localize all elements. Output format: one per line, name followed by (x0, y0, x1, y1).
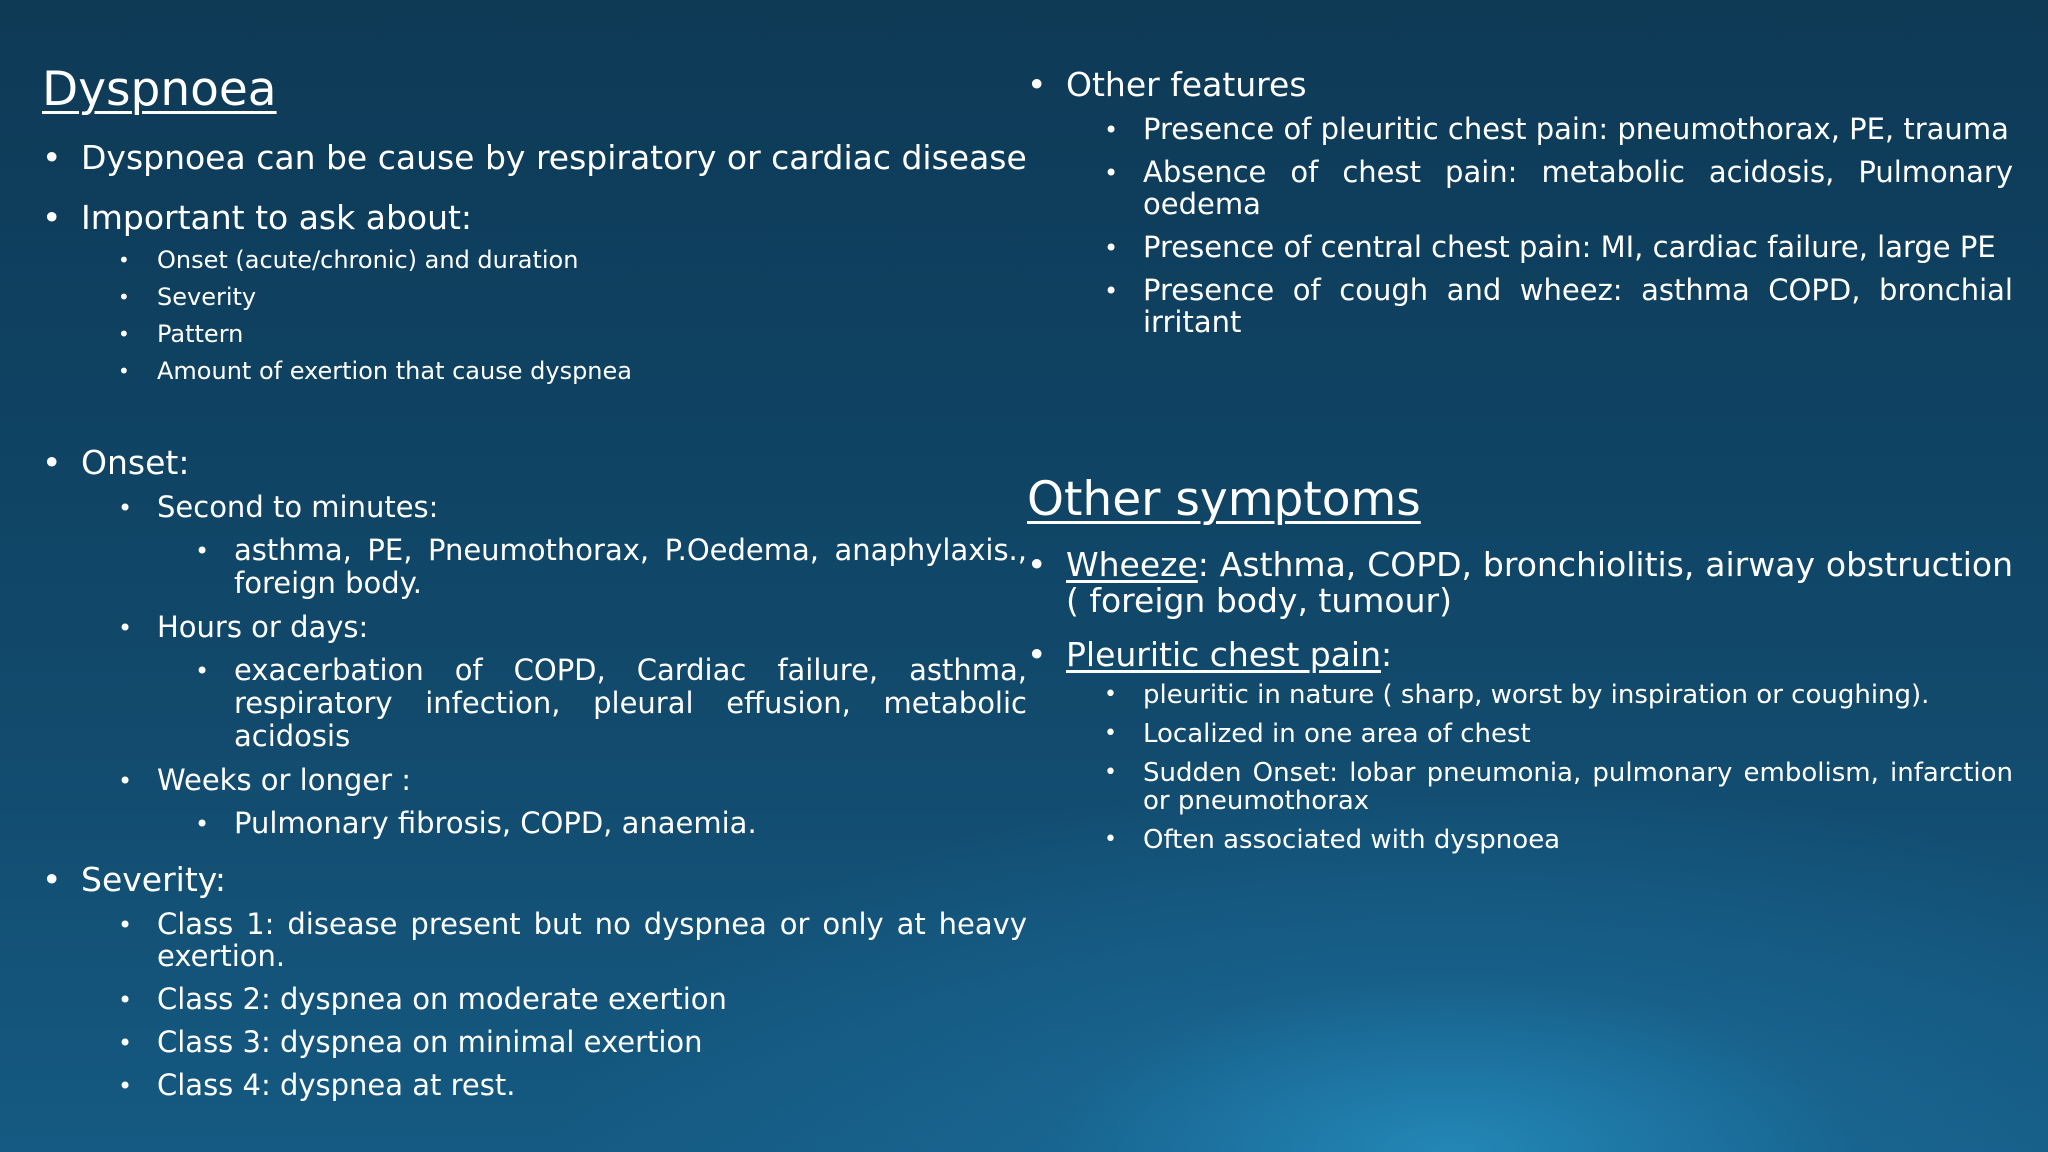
onset-section (42, 445, 1027, 840)
feature-item: • Presence of central chest pain: MI, cardiac failure, large PE (1027, 231, 2013, 263)
ask-about-heading: • Important to ask about: (42, 200, 1027, 236)
list-item: • Pattern (42, 320, 1027, 348)
pleuritic-suffix: : (1381, 635, 1393, 674)
slide-title: Dyspnoea (42, 62, 277, 117)
onset-group-label: • Hours or days: (42, 611, 1027, 643)
wheeze-term: Wheeze (1066, 545, 1198, 584)
severity-heading: • Severity: (42, 862, 1027, 898)
wheeze-text: : Asthma, COPD, bronchiolitis, airway obstruction ( foreign body, tumour) (1066, 545, 2013, 620)
other-symptoms-title: Other symptoms (1027, 472, 1421, 527)
feature-item: • Presence of cough and wheez: asthma COPD, bronchial irritant (1027, 274, 2013, 338)
wheeze-bullet (1027, 547, 2013, 619)
ask-about-list (42, 246, 1027, 385)
pleuritic-item: • pleuritic in nature ( sharp, worst by inspiration or coughing). (1027, 681, 2013, 709)
severity-section (42, 862, 1027, 1101)
onset-group-label: • Weeks or longer : (42, 764, 1027, 796)
intro-bullet-block (42, 140, 1027, 176)
pleuritic-item: • Sudden Onset: lobar pneumonia, pulmonary embolism, infarction or pneumothorax (1027, 759, 2013, 815)
onset-group-detail: • Pulmonary fibrosis, COPD, anaemia. (42, 807, 1027, 840)
severity-class: • Class 2: dyspnea on moderate exertion (42, 983, 1027, 1015)
severity-class: • Class 4: dyspnea at rest. (42, 1069, 1027, 1101)
pleuritic-item: • Often associated with dyspnoea (1027, 826, 2013, 854)
onset-group-label: • Second to minutes: (42, 491, 1027, 523)
onset-group-detail: • asthma, PE, Pneumothorax, P.Oedema, anaphylaxis., foreign body. (42, 534, 1027, 600)
list-item: • Amount of exertion that cause dyspnea (42, 357, 1027, 385)
feature-item: • Presence of pleuritic chest pain: pneumothorax, PE, trauma (1027, 113, 2013, 145)
other-features-section (1027, 67, 2013, 338)
pleuritic-bullet (1027, 637, 2013, 673)
intro-bullet: • Dyspnoea can be cause by respiratory or cardiac disease (42, 140, 1027, 176)
pleuritic-term: Pleuritic chest pain (1066, 635, 1381, 674)
other-features-heading: • Other features (1027, 67, 2013, 103)
list-item: • Severity (42, 283, 1027, 311)
onset-group-detail: • exacerbation of COPD, Cardiac failure, asthma, respiratory infection, pleural effusion, metabolic acidosis (42, 654, 1027, 753)
list-item: • Onset (acute/chronic) and duration (42, 246, 1027, 274)
feature-item: • Absence of chest pain: metabolic acidosis, Pulmonary oedema (1027, 156, 2013, 220)
other-symptoms-section (1027, 547, 2013, 854)
severity-class: • Class 1: disease present but no dyspnea or only at heavy exertion. (42, 908, 1027, 972)
ask-about-section (42, 200, 1027, 385)
onset-heading: • Onset: (42, 445, 1027, 481)
severity-class: • Class 3: dyspnea on minimal exertion (42, 1026, 1027, 1058)
pleuritic-item: • Localized in one area of chest (1027, 720, 2013, 748)
